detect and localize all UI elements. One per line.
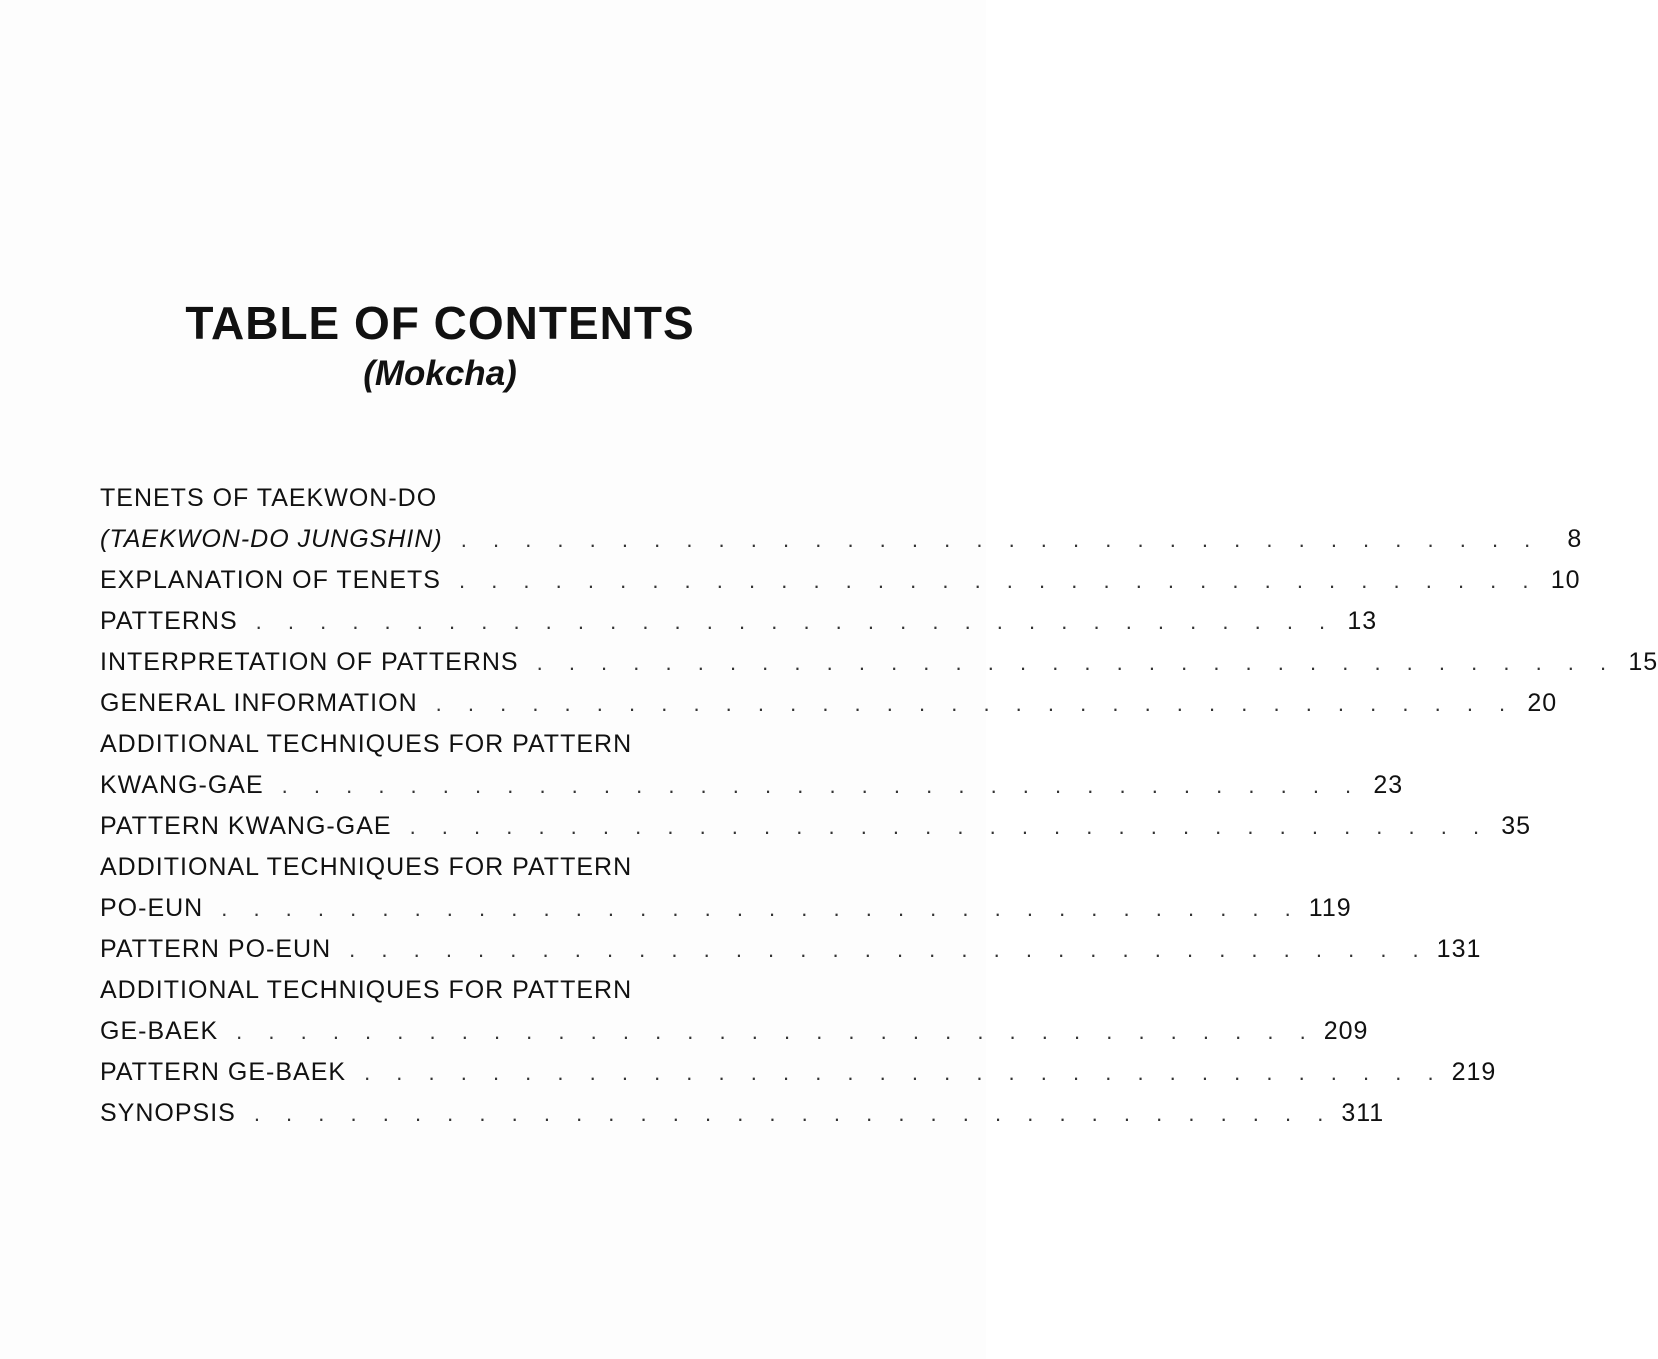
- toc-page-number: 219: [1451, 1058, 1497, 1086]
- dot-leader: . . . . . . . . . . . . . . . . . . . . . . . . . . . . . . . . . .: [281, 772, 1362, 798]
- toc-entry[interactable]: [100, 519, 1583, 560]
- toc-page-number: 23: [1373, 771, 1404, 799]
- toc-page-number: 15: [1628, 648, 1658, 676]
- toc-entry[interactable]: [100, 683, 1558, 724]
- table-of-contents: [100, 478, 1658, 1134]
- toc-entry-label: INTERPRETATION OF PATTERNS: [100, 648, 519, 676]
- toc-entry[interactable]: [100, 1093, 1385, 1134]
- toc-page-number: 119: [1308, 894, 1352, 922]
- page-title: TABLE OF CONTENTS: [185, 297, 695, 349]
- toc-entry-label: PATTERN KWANG-GAE: [100, 812, 392, 840]
- toc-entry[interactable]: [100, 560, 1581, 601]
- toc-entry-label: ADDITIONAL TECHNIQUES FOR PATTERN: [100, 853, 633, 881]
- toc-entry[interactable]: [100, 765, 1404, 806]
- toc-entry-label: KWANG-GAE: [100, 771, 264, 799]
- toc-page-number: 13: [1347, 607, 1378, 635]
- page-subtitle: (Mokcha): [363, 354, 517, 393]
- toc-entry-label: GE-BAEK: [100, 1017, 219, 1045]
- toc-entry-label: TENETS OF TAEKWON-DO: [100, 484, 438, 512]
- toc-entry-label: ADDITIONAL TECHNIQUES FOR PATTERN: [100, 976, 633, 1004]
- dot-leader: . . . . . . . . . . . . . . . . . . . . . . . . . . . . . . . . . .: [253, 1100, 1334, 1126]
- dot-leader: . . . . . . . . . . . . . . . . . . . . . . . . . . . . . . . . . .: [536, 649, 1617, 675]
- toc-page-number: 20: [1527, 689, 1558, 717]
- toc-entry-label: EXPLANATION OF TENETS: [100, 566, 441, 594]
- toc-entry-label: (TAEKWON-DO JUNGSHIN): [100, 525, 443, 553]
- dot-leader: . . . . . . . . . . . . . . . . . . . . . . . . . . . . . . . . . .: [409, 813, 1490, 839]
- toc-entry-label: ADDITIONAL TECHNIQUES FOR PATTERN: [100, 730, 633, 758]
- toc-page-number: 311: [1341, 1099, 1385, 1127]
- toc-entry[interactable]: [100, 970, 830, 1011]
- toc-entry[interactable]: [100, 929, 1482, 970]
- dot-leader: . . . . . . . . . . . . . . . . . . . . . . . . . . . . . . . . . .: [255, 608, 1336, 634]
- dot-leader: . . . . . . . . . . . . . . . . . . . . . . . . . . . . . . . . . .: [364, 1059, 1444, 1085]
- toc-entry-label: GENERAL INFORMATION: [100, 689, 418, 717]
- toc-entry[interactable]: [100, 1011, 1369, 1052]
- toc-entry[interactable]: [100, 642, 1658, 683]
- dot-leader: . . . . . . . . . . . . . . . . . . . . . . . . . . . . . . . . . .: [349, 936, 1429, 962]
- toc-entry[interactable]: [100, 1052, 1497, 1093]
- toc-page-number: 209: [1323, 1017, 1369, 1045]
- toc-entry-label: PATTERN PO-EUN: [100, 935, 332, 963]
- dot-leader: . . . . . . . . . . . . . . . . . . . . . . . . . . . . . . . . . .: [460, 526, 1541, 552]
- dot-leader: . . . . . . . . . . . . . . . . . . . . . . . . . . . . . . . . . .: [458, 567, 1539, 593]
- toc-page-number: 8: [1567, 525, 1583, 553]
- toc-entry-label: PATTERNS: [100, 607, 238, 635]
- toc-entry-label: PO-EUN: [100, 894, 204, 922]
- toc-page-number: 131: [1436, 935, 1482, 963]
- toc-entry[interactable]: [100, 806, 1532, 847]
- toc-entry-label: SYNOPSIS: [100, 1099, 236, 1127]
- toc-entry[interactable]: [100, 724, 830, 765]
- dot-leader: . . . . . . . . . . . . . . . . . . . . . . . . . . . . . . . . . .: [221, 895, 1301, 921]
- toc-entry-label: PATTERN GE-BAEK: [100, 1058, 347, 1086]
- toc-page-number: 35: [1501, 812, 1532, 840]
- toc-entry[interactable]: [100, 847, 830, 888]
- dot-leader: . . . . . . . . . . . . . . . . . . . . . . . . . . . . . . . . . .: [435, 690, 1516, 716]
- dot-leader: . . . . . . . . . . . . . . . . . . . . . . . . . . . . . . . . . .: [236, 1018, 1316, 1044]
- toc-page-number: 10: [1550, 566, 1581, 594]
- toc-entry[interactable]: [100, 888, 1352, 929]
- toc-entry[interactable]: [100, 601, 1378, 642]
- toc-entry[interactable]: [100, 478, 830, 519]
